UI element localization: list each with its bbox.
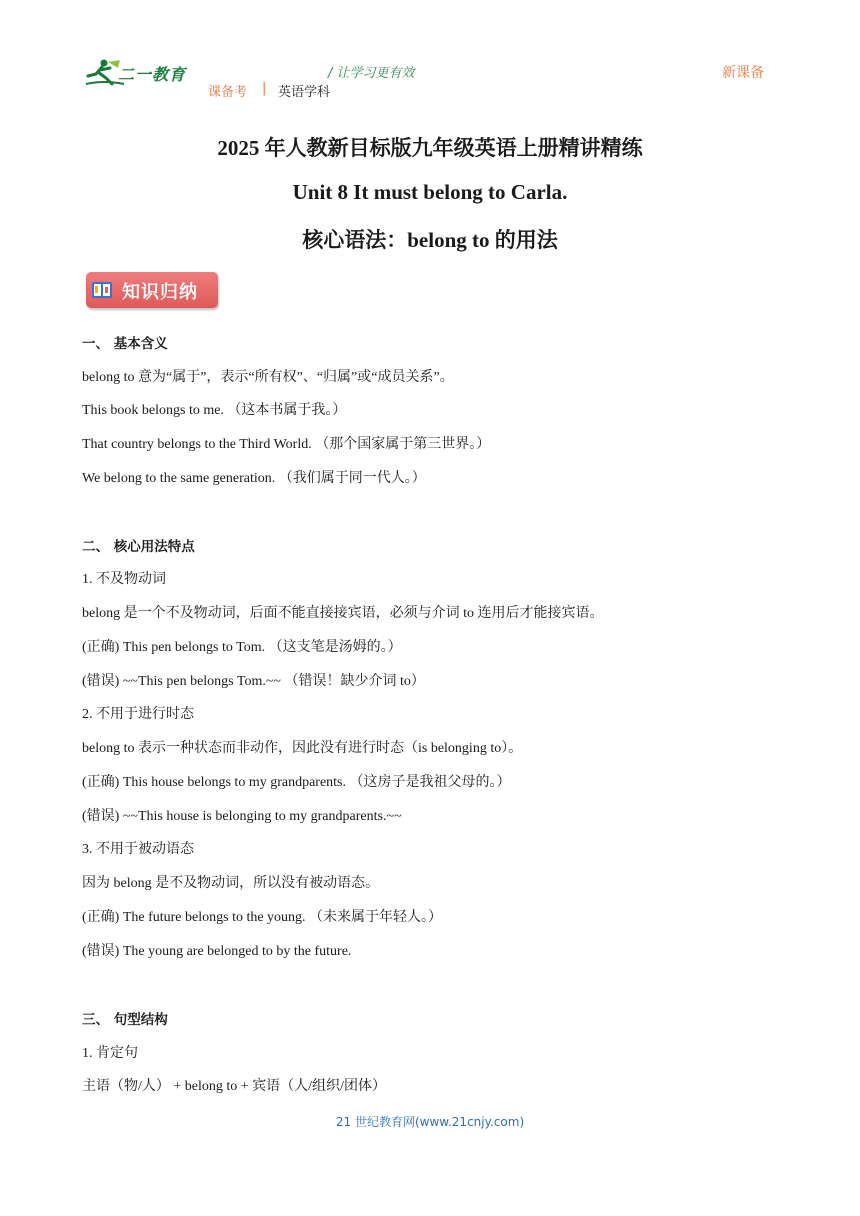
header-right-tag: 新课备 [722,65,764,81]
example-line: We belong to the same generation. （我们属于同一代人。） [82,471,426,486]
example-line: (错误) ~~This pen belongs Tom.~~ （错误！缺少介词 to） [82,674,425,689]
section-heading: 二、 核心用法特点 [82,539,195,555]
example-line: This book belongs to me. （这本书属于我。） [82,403,347,418]
body-line: belong 是一个不及物动词，后面不能直接接宾语，必须与介词 to 连用后才能接宾语。 [82,606,604,621]
section-heading: 三、 句型结构 [82,1012,168,1028]
subtitle-separator: | [262,81,267,96]
slogan: / 让学习更有效 [328,66,415,81]
body-line: belong to 表示一种状态而非动作，因此没有进行时态（is belonging to）。 [82,741,523,756]
badge-label: 知识归纳 [122,282,198,303]
unit-title: Unit 8 It must belong to Carla. [292,180,568,204]
body-line: 因为 belong 是不及物动词，所以没有被动语态。 [82,876,380,891]
example-line: (错误) The young are belonged to by the future. [82,944,352,959]
subtitle-left: 课备考 [208,85,248,100]
subtitle-subject: 英语学科 [278,85,331,100]
subheading: 1. 不及物动词 [82,572,166,587]
section-heading: 一、 基本含义 [82,336,168,352]
example-line: (正确) This house belongs to my grandparents. （这房子是我祖父母的。） [82,775,511,790]
body-line: belong to 意为“属于”，表示“所有权”、“归属”或“成员关系”。 [82,370,454,385]
document-title: 2025 年人教新目标版九年级英语上册精讲精练 [217,136,643,160]
example-line: (正确) This pen belongs to Tom. （这支笔是汤姆的。） [82,640,402,655]
footer-source: 21 世纪教育网(www.21cnjy.com) [335,1115,525,1129]
example-line: (错误) ~~This house is belonging to my grandparents.~~ [82,809,402,824]
topic-title: 核心语法：belong to 的用法 [302,228,558,252]
book-icon [90,278,114,302]
body-line: 主语（物/人） + belong to + 宾语（人/组织/团体） [82,1079,386,1094]
subheading: 1. 肯定句 [82,1046,138,1061]
subheading: 2. 不用于进行时态 [82,707,194,722]
subheading: 3. 不用于被动语态 [82,842,194,857]
example-line: That country belongs to the Third World. （那个国家属于第三世界。） [82,437,491,452]
logo-text: 二一教育 [118,65,187,84]
example-line: (正确) The future belongs to the young. （未来属于年轻人。） [82,910,443,925]
